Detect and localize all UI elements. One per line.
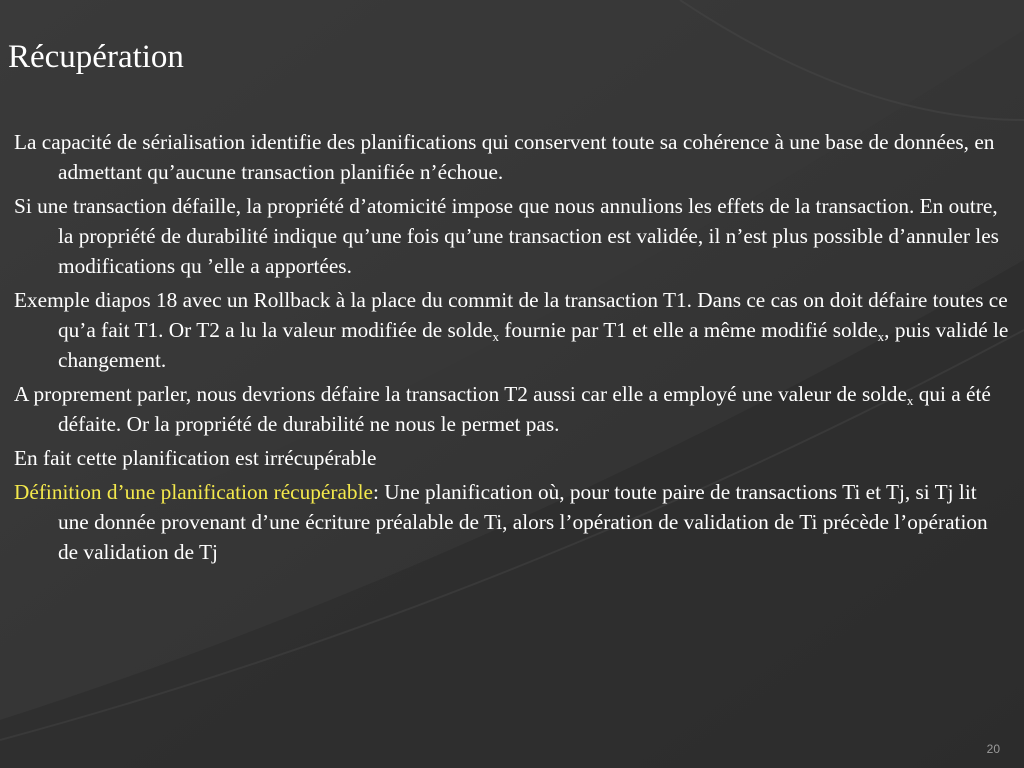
paragraph-definition (14, 477, 1010, 567)
subscript-x: x (492, 329, 499, 344)
slide-body (14, 127, 1010, 571)
strictly-text-2: qui a été défaite. Or la propriété de durabilité ne nous le permet pas. (58, 382, 991, 436)
slide-title: Récupération (8, 39, 184, 75)
paragraph-example (14, 285, 1010, 375)
strictly-text-1: A proprement parler, nous devrions défaire la transaction T2 aussi car elle a employé une valeur de solde (14, 382, 907, 406)
example-text-1: Exemple diapos 18 avec un Rollback à la place du commit de la transaction T1. Dans ce cas on doit défaire toutes ce qu’a fait T1. Or T2 a lu la valeur modifiée de solde (14, 288, 1008, 342)
subscript-x: x (906, 393, 914, 408)
definition-term: Définition d’une planification récupérable (14, 480, 373, 504)
slide-number: 20 (986, 742, 1000, 756)
example-text-3: , puis validé le changement. (58, 318, 1009, 372)
subscript-x: x (877, 329, 885, 344)
definition-text: : Une planification où, pour toute paire de transactions Ti et Tj, si Tj lit une donnée provenant d’une écriture préalable de Ti, alors l’opération de validation de Ti précède l’opération de validation de Tj (58, 480, 988, 564)
paragraph-strictly (14, 379, 1010, 439)
paragraph-irrecoverable: En fait cette planification est irrécupérable (14, 446, 377, 470)
paragraph-serializability: La capacité de sérialisation identifie des planifications qui conservent toute sa cohérence à une base de données, en admettant qu’aucune transaction planifiée n’échoue. (14, 130, 995, 184)
paragraph-atomicity: Si une transaction défaille, la propriété d’atomicité impose que nous annulions les effets de la transaction. En outre, la propriété de durabilité indique qu’une fois qu’une transaction est validée, il n’est plus possible d’annuler les modifications qu ’elle a apportées. (14, 194, 999, 278)
example-text-2: fournie par T1 et elle a même modifié solde (498, 318, 878, 342)
